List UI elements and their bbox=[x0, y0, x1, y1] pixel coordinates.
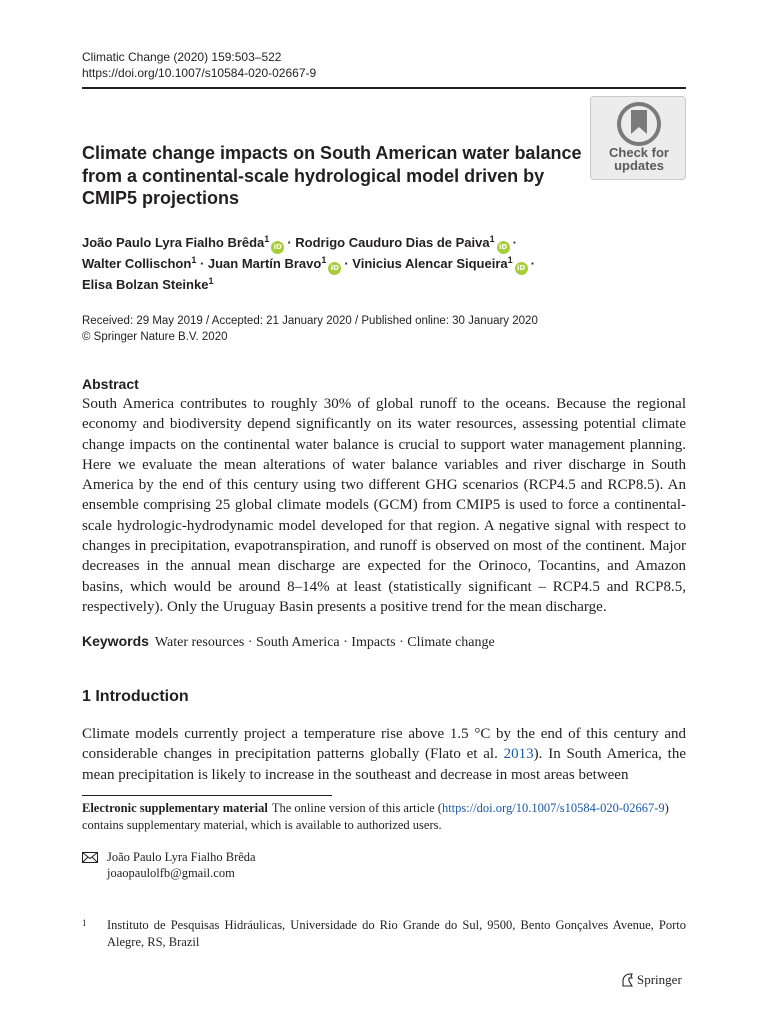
supplementary-note bbox=[82, 800, 686, 834]
author-name[interactable]: Walter Collischon bbox=[82, 256, 192, 271]
affiliation-marker: 1 bbox=[507, 255, 513, 265]
corresponding-author bbox=[107, 849, 256, 881]
check-for-updates-badge[interactable] bbox=[590, 96, 686, 180]
abstract-text: South America contributes to roughly 30% of global runoff to the oceans. Because the regional economy and biodiversity depend significantly on its water resources, assessing potential climate change impacts on the continental water balance is crucial to support water management planning. Here we evaluate the mean alterations of water balance variables and river discharge in South America by the end of this century using two different GHG scenarios (RCP4.5 and RCP8.5). An ensemble comprising 25 global climate models (GCM) from CMIP5 is used to force a continental-scale hydrologic-hydrodynamic model developed for that region. A negative signal with respect to changes in precipitation, evapotranspiration, and runoff is observed on most of the continent. Major decreases in the annual mean discharge are expected for the Orinoco, Tocantins, and Amazon basins, which would be around 8–14% at least (statistically significant – RCP4.5 and RCP8.5, respectively). Only the Uruguay Basin presents a positive trend for the mean discharge. bbox=[82, 396, 686, 615]
keywords bbox=[82, 632, 686, 652]
badge-line-1: Check for bbox=[609, 145, 669, 160]
affiliation-marker: 1 bbox=[264, 234, 270, 244]
esm-label: Electronic supplementary material bbox=[82, 801, 268, 815]
corresponding-name: João Paulo Lyra Fialho Brêda bbox=[107, 850, 256, 864]
corresponding-email[interactable]: joaopaulolfb@gmail.com bbox=[107, 866, 235, 880]
author-name[interactable]: Elisa Bolzan Steinke bbox=[82, 277, 209, 292]
publisher-logo bbox=[620, 972, 682, 988]
journal-citation: Climatic Change (2020) 159:503–522 bbox=[82, 50, 282, 64]
orcid-icon[interactable]: iD bbox=[497, 241, 510, 254]
esm-text: The online version of this article ( bbox=[271, 801, 442, 815]
affiliation-marker: 1 bbox=[321, 255, 327, 265]
publication-dates bbox=[82, 314, 538, 345]
intro-text: Climate models currently project a temperature rise above 1.5 °C by the end of this century and considerable changes in precipitation patterns globally (Flato et al. bbox=[82, 726, 686, 763]
copyright-notice: © Springer Nature B.V. 2020 bbox=[82, 330, 228, 343]
section-heading: 1 Introduction bbox=[82, 688, 189, 705]
orcid-icon[interactable]: iD bbox=[271, 241, 284, 254]
affiliation-marker: 1 bbox=[489, 234, 495, 244]
citation-link[interactable]: 2013 bbox=[503, 746, 534, 763]
esm-link[interactable]: https://doi.org/10.1007/s10584-020-02667-9 bbox=[441, 801, 665, 815]
esm-text: ) contains supplementary material, which is available to authorized users. bbox=[82, 801, 669, 832]
badge-line-2: updates bbox=[614, 158, 664, 173]
springer-horse-icon bbox=[620, 973, 634, 987]
intro-text: ). In South America, the mean precipitation is likely to increase in the southeast and decrease in most areas between bbox=[82, 746, 686, 783]
affiliation-text: Instituto de Pesquisas Hidráulicas, Universidade do Rio Grande do Sul, 9500, Bento Gonçalves Avenue, Porto Alegre, RS, Brazil bbox=[107, 918, 686, 949]
abstract-heading: Abstract bbox=[82, 376, 139, 392]
author-name[interactable]: Vinicius Alencar Siqueira bbox=[352, 256, 508, 271]
author-name[interactable]: Rodrigo Cauduro Dias de Paiva bbox=[295, 235, 490, 250]
doi-link[interactable]: https://doi.org/10.1007/s10584-020-02667-9 bbox=[82, 66, 317, 80]
affiliation-number: 1 bbox=[82, 918, 87, 928]
footnote-rule bbox=[82, 795, 332, 796]
history-dates: Received: 29 May 2019 / Accepted: 21 January 2020 / Published online: 30 January 2020 bbox=[82, 315, 538, 327]
badge-label bbox=[591, 146, 687, 172]
keywords-label: Keywords bbox=[82, 633, 149, 649]
affiliation-marker: 1 bbox=[208, 276, 214, 286]
journal-header bbox=[82, 49, 316, 81]
article-title: Climate change impacts on South American water balance from a continental-scale hydrological model driven by CMIP5 projections bbox=[82, 143, 582, 208]
publisher-name: Springer bbox=[637, 972, 682, 987]
affiliation-marker: 1 bbox=[191, 255, 197, 265]
keywords-list: Water resources · South America · Impacts · Climate change bbox=[154, 635, 495, 650]
envelope-icon bbox=[82, 852, 98, 863]
author-name[interactable]: João Paulo Lyra Fialho Brêda bbox=[82, 235, 265, 250]
bookmark-icon bbox=[615, 102, 663, 146]
orcid-icon[interactable]: iD bbox=[328, 262, 341, 275]
orcid-icon[interactable]: iD bbox=[515, 262, 528, 275]
author-name[interactable]: Juan Martín Bravo bbox=[207, 256, 322, 271]
header-rule bbox=[82, 87, 686, 89]
author-list: João Paulo Lyra Fialho Brêda$^1$iD · Rodrigo Cauduro Dias de Paiva$^1$iD · Walter Collischon$^1$ · Juan Martín Bravo$^1$iD · Vinicius Alencar Siqueira$^1$iD · Elisa Bolzan Steinke$^1$ bbox=[82, 234, 535, 292]
intro-paragraph bbox=[82, 724, 686, 785]
